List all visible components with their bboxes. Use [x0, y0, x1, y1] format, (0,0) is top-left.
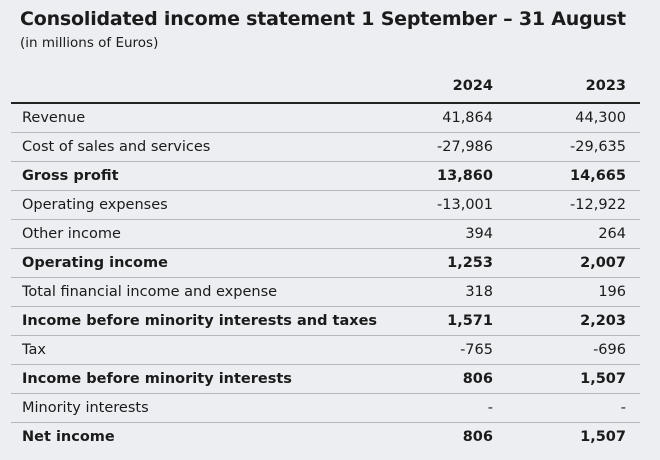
value-2023: 1,507 [580, 371, 626, 387]
value-2024: -13,001 [437, 197, 493, 213]
column-header-2024: 2024 [452, 78, 493, 94]
table-row [11, 133, 640, 162]
value-2024: -765 [460, 342, 493, 358]
value-2024: 806 [462, 429, 493, 445]
income-statement-table [11, 74, 640, 451]
value-2024: 41,864 [442, 110, 493, 126]
value-2024: 13,860 [437, 168, 493, 184]
value-2023: - [620, 400, 626, 416]
table-row [11, 365, 640, 394]
table-row [11, 278, 640, 307]
table-row [11, 249, 640, 278]
row-label: Operating income [22, 255, 168, 271]
table-row [11, 307, 640, 336]
table-row [11, 191, 640, 220]
table-row [11, 220, 640, 249]
value-2023: 1,507 [580, 429, 626, 445]
value-2024: 1,253 [447, 255, 493, 271]
table-row [11, 336, 640, 365]
row-label: Cost of sales and services [22, 139, 211, 155]
row-label: Net income [22, 429, 115, 445]
table-row [11, 394, 640, 423]
value-2024: 394 [465, 226, 493, 242]
row-label: Income before minority interests [22, 371, 292, 387]
value-2023: 2,007 [580, 255, 626, 271]
statement-subtitle: (in millions of Euros) [20, 35, 159, 51]
table-row [11, 162, 640, 191]
table-row [11, 104, 640, 133]
value-2023: -696 [593, 342, 626, 358]
statement-title: Consolidated income statement 1 September – 31 August [20, 8, 626, 30]
value-2023: -29,635 [570, 139, 626, 155]
row-label: Other income [22, 226, 121, 242]
value-2023: 2,203 [580, 313, 626, 329]
row-label: Tax [22, 342, 46, 358]
row-label: Income before minority interests and taxes [22, 313, 378, 329]
row-label: Operating expenses [22, 197, 168, 213]
value-2024: -27,986 [437, 139, 493, 155]
table-body [11, 104, 640, 451]
row-label: Gross profit [22, 168, 119, 184]
value-2024: 318 [465, 284, 493, 300]
table-header [11, 74, 640, 104]
row-label: Minority interests [22, 400, 149, 416]
value-2023: 44,300 [575, 110, 626, 126]
value-2023: 14,665 [570, 168, 626, 184]
value-2024: 806 [462, 371, 493, 387]
column-header-2023: 2023 [585, 78, 626, 94]
value-2024: 1,571 [447, 313, 493, 329]
table-row [11, 423, 640, 451]
value-2023: -12,922 [570, 197, 626, 213]
value-2023: 196 [598, 284, 626, 300]
value-2023: 264 [598, 226, 626, 242]
row-label: Revenue [22, 110, 86, 126]
row-label: Total financial income and expense [22, 284, 278, 300]
value-2024: - [487, 400, 493, 416]
